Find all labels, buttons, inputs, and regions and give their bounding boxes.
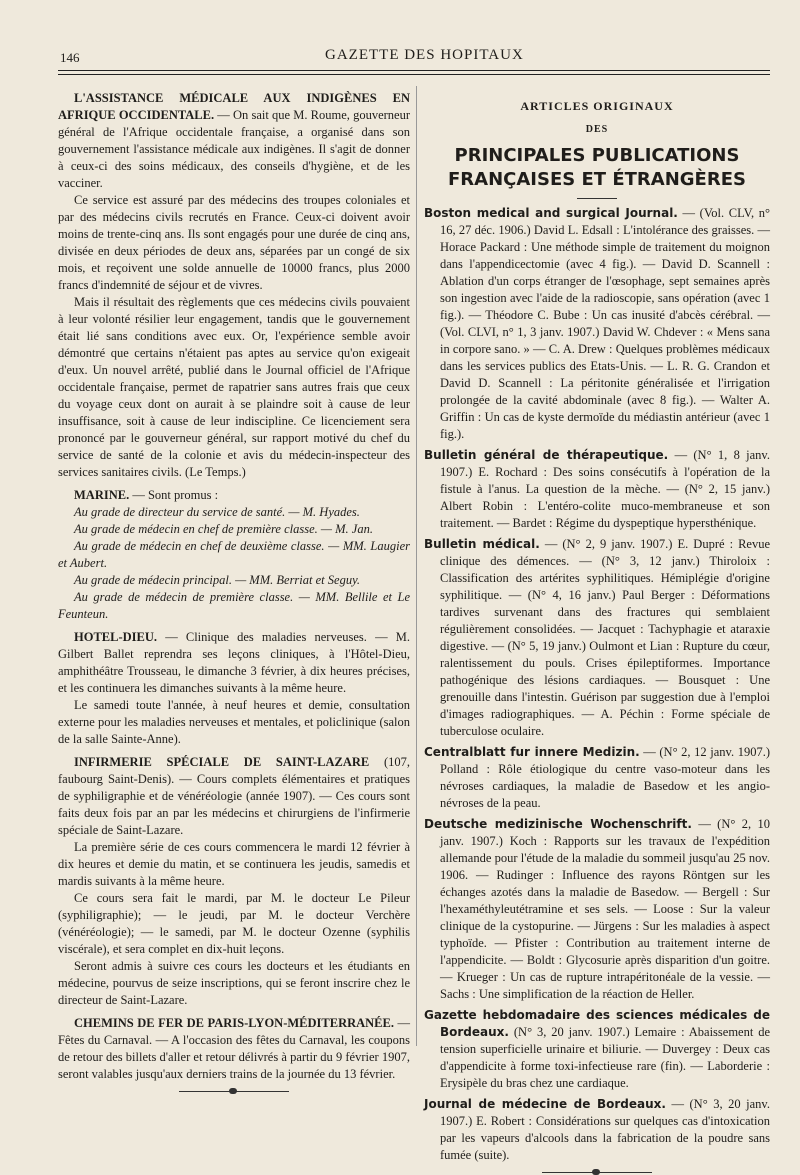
section-title: PRINCIPALES PUBLICATIONS FRANÇAISES ET ÉTRANGÈRES (448, 145, 746, 190)
journal-entry: Centralblatt fur innere Medizin. — (N° 2, 12 janv. 1907.) Polland : Rôle étiologique du centre vaso-moteur dans les névroses cardiaques, la maladie de Basedow et les angio-névroses de la peau. (424, 745, 771, 810)
promotion-line: Au grade de médecin en chef de première classe. — M. Jan. (74, 522, 373, 536)
promotion-line: Au grade de médecin principal. — MM. Berriat et Seguy. (74, 573, 361, 587)
section-subheading: DES (585, 124, 609, 135)
paragraph: L'ASSISTANCE MÉDICALE AUX INDIGÈNES EN AFRIQUE OCCIDENTALE. — On sait que M. Roume, gouverneur général de l'Afrique occidentale française, a organisé dans son gouvernement l'assistance médicale aux indigènes. Il s'agit de donner à ceux-ci des soins médicaux, des conseils d'hygiène, et de les vacciner. (58, 91, 410, 190)
right-column (424, 90, 770, 1173)
paragraph: Mais il résultait des règlements que ces médecins civils pouvaient à leur volonté résilier leur engagement, tandis que le gouvernement était lié sans conditions avec eux. Or, l'expérience semble avoir démontré que certains n'étaient pas aptes au service qu'on exigeait d'eux. Un nouvel arrêté, publié dans le Journal officiel de l'Afrique occidentale française, permet de rapatrier sans autres frais que ceux du voyage ceux dont on aurait à se plaindre soit à cause de leur insuffisance, soit à cause de leur indiscipline. Ce licenciement sera prononcé par le gouverneur général, sur rapport motivé du chef du service de santé de la colonie et avis du médecin-inspecteur des services sanitaires civils. (Le Temps.) (58, 295, 410, 479)
end-ornament (179, 1091, 289, 1092)
header-rule (58, 70, 770, 71)
page-number: 146 (60, 50, 80, 65)
paragraph: La première série de ces cours commencera le mardi 12 février à dix heures et demie du matin, et se continuera les jeudis, samedis et mardis suivants à la même heure. (58, 840, 410, 888)
paragraph: Ce service est assuré par des médecins des troupes coloniales et par des médecins civils recrutés en France. Ceux-ci doivent avoir moins de trente-cinq ans. Ils sont engagés pour une durée de cinq ans, divisée en deux périodes de deux ans, séparées par un congé de six mois, et reçoivent une solde annuelle de 10000 francs, plus 2000 francs d'indemnité de séjour et de vivres. (58, 193, 410, 292)
paragraph: Ce cours sera fait le mardi, par M. le docteur Le Pileur (syphiligraphie); — le jeudi, par M. le docteur Verchère (vénéréologie); — le samedi, par M. le docteur Ozenne (syphilis viscérale), et sera complet en dix-huit leçons. (58, 891, 410, 956)
paragraph: Le samedi toute l'année, à neuf heures et demie, consultation externe pour les maladies nerveuses et mentales, et policlinique (salon de la salle Sainte-Anne). (58, 698, 410, 746)
paragraph: INFIRMERIE SPÉCIALE DE SAINT-LAZARE (107, faubourg Saint-Denis). — Cours complets élémentaires et pratiques de syphiligraphie et de vénéréologie (année 1907). — Ces cours sont faits deux fois par an par les médecins et chirurgiens de l'infirmerie spéciale de Saint-Lazare. (58, 755, 411, 837)
journal-entry: Deutsche medizinische Wochenschrift. — (N° 2, 10 janv. 1907.) Koch : Rapports sur les travaux de l'expédition allemande pour l'étude de la maladie du sommeil jusqu'au 25 nov. 1906. — Rudinger : Influence des rayons Röntgen sur les échanges azotés dans la maladie de Basedow. — Bergell : Sur l'hexaméthyleutétramine et ses sels. — Loose : Sur la valeur clinique de la cystopurine. — Jürgens : Sur les maladies à aspect typhoïde. — Pfister : Contribution au traitement interne de l'appendicite. — Boldt : Glycosurie après disparition d'un goitre. — Krueger : Un cas de rupture intrapéritonéale de la vessie. — Sachs : Une simplification de la réaction de Heller. (424, 817, 770, 1001)
paragraph: Seront admis à suivre ces cours les docteurs et les étudiants en médecine, pourvus de seize inscriptions, qui se feront inscrire chez le directeur de Saint-Lazare. (58, 959, 410, 1007)
section-heading: ARTICLES ORIGINAUX (520, 99, 674, 113)
journal-entry: Bulletin médical. — (N° 2, 9 janv. 1907.) E. Dupré : Revue clinique des démences. — (N° 3, 12 janv.) Thiroloix : Classification des artérites syphilitiques. Hémiplégie d'origine syphilitique. — (N° 4, 16 janv.) Paul Berger : Déformations tardives survenant dans des fractures qui semblaient régulièrement consolidées. — Jacquet : Tachyphagie et ataraxie digestive. — (N° 5, 19 janv.) Oulmont et Lian : Rupture du cœur, ralentissement du pouls. Crises épileptiformes. Importance pathogénique des lésions cardiaques. — Bousquet : Une grenouille dans l'intestin. Guérison par suggestion due à l'emploi d'images radiographiques. — A. Péchin : Forme spéciale de tuberculose oculaire. (424, 537, 771, 738)
journal-entry: Boston medical and surgical Journal. — (Vol. CLV, n° 16, 27 déc. 1906.) David L. Edsall : L'intolérance des graisses. — Horace Packard : Une méthode simple de traitement du moignon dans l'appendicectomie (avec 4 fig.). — David D. Scannell : Ablation d'un corps étranger de l'œsophage, sept semaines après son ingestion avec l'aide de la radioscopie, sans opération (avec 1 fig.). — Théodore C. Bube : Un cas inusité d'abcès cérébral. — (Vol. CLVI, n° 1, 3 janv. 1907.) David W. Chdever : « Mens sana in corpore sano. » — C. A. Drew : Quelques problèmes médicaux dans les services publics des Etats-Unis. — L. R. G. Crandon et David D. Scannell : La péritonite généralisée et l'irrigation prolongée de la cavité abdominale (avec 8 fig.). — Walter A. Griffin : Un cas de kyste dermoïde du médiastin antérieur (avec 1 fig.). (424, 206, 771, 441)
separator (577, 198, 617, 199)
journal-entry: Bulletin général de thérapeutique. — (N° 1, 8 janv. 1907.) E. Rochard : Des soins consécutifs à l'opération de la fistule à l'anus. La question de la mèche. — (N° 2, 15 janv.) Albert Robin : L'entéro-colite muco-membraneuse et son traitement. — Bardet : Régime du dyspeptique hypersthénique. (424, 448, 770, 530)
header-rule-thin (58, 74, 770, 75)
paragraph: MARINE. — Sont promus : (74, 488, 219, 502)
left-column (58, 90, 410, 1092)
promotion-line: Au grade de médecin de première classe. — MM. Bellile et Le Feunteun. (58, 590, 410, 621)
running-title: GAZETTE DES HOPITAUX (325, 47, 524, 63)
end-ornament (542, 1172, 652, 1173)
promotion-line: Au grade de directeur du service de santé. — M. Hyades. (74, 505, 360, 519)
journal-entry: Gazette hebdomadaire des sciences médicales de Bordeaux. (N° 3, 20 janv. 1907.) Lemaire : Abaissement de tension superficielle urinaire et biliurie. — Duvergey : Deux cas d'appendicite à forme toxi-infectieuse rare (fin). — Laborderie : Erysipèle du bras chez une cardiaque. (424, 1008, 771, 1090)
journal-entry: Journal de médecine de Bordeaux. — (N° 3, 20 janv. 1907.) E. Robert : Considérations sur quelques cas d'intoxication par les vapeurs d'alcools dans la fabrication de la poudre sans fumée (suite). (424, 1097, 770, 1162)
promotion-line: Au grade de médecin en chef de deuxième classe. — MM. Laugier et Aubert. (58, 539, 410, 570)
column-divider (416, 86, 417, 1046)
paragraph: CHEMINS DE FER DE PARIS-LYON-MÉDITERRANÉE. — Fêtes du Carnaval. — A l'occasion des fêtes du Carnaval, les coupons de retour des billets d'aller et retour délivrés à partir du 9 février 1907, seront valables jusqu'aux derniers trains de la journée du 13 février. (58, 1016, 410, 1081)
paragraph: HOTEL-DIEU. — Clinique des maladies nerveuses. — M. Gilbert Ballet reprendra ses leçons cliniques, à l'Hôtel-Dieu, amphithéâtre Trousseau, le dimanche 3 février, à dix heures précises, et les continuera les dimanches suivants à la même heure. (58, 630, 411, 695)
